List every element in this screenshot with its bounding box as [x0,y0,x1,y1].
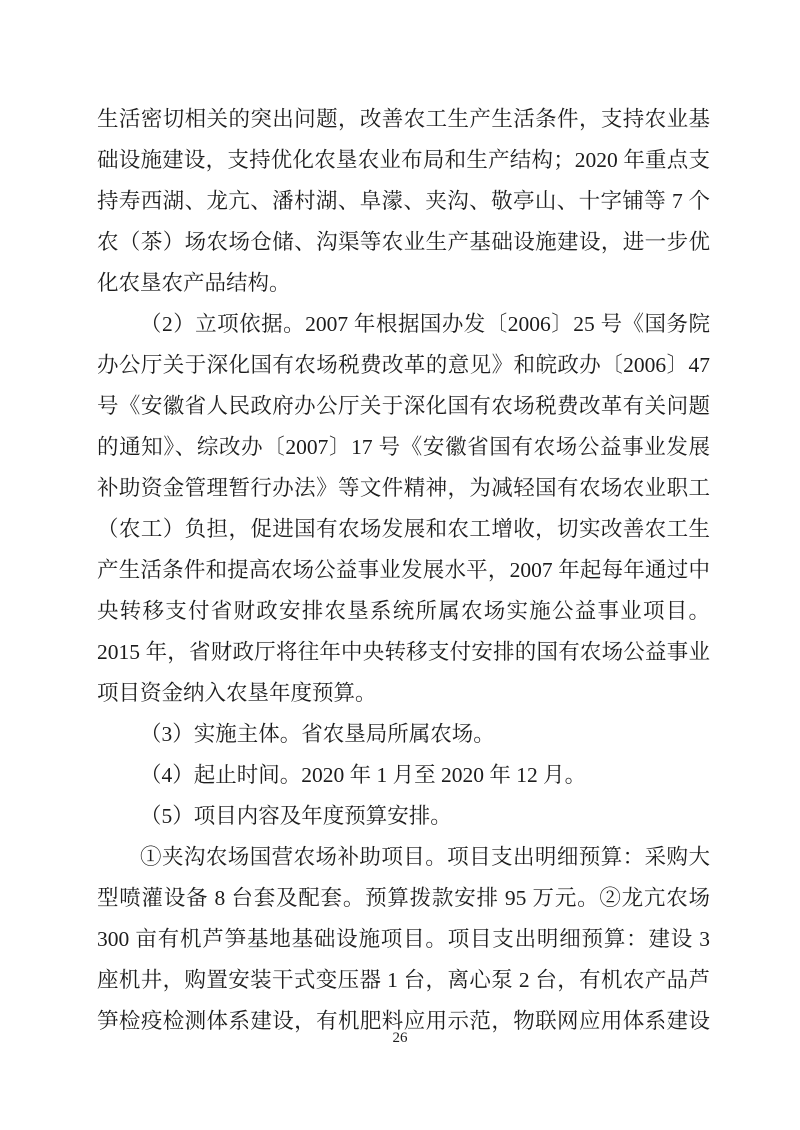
text-line: 300 亩有机芦笋基地基础设施项目。项目支出明细预算：建设 3 [97,927,710,951]
text-line: 型喷灌设备 8 台套及配套。预算拨款安排 95 万元。②龙亢农场 [97,886,710,910]
text-line: 项目资金纳入农垦年度预算。 [97,681,377,705]
text-line: 化农垦农产品结构。 [97,271,291,295]
text-line: 的通知》、综改办〔2007〕17 号《安徽省国有农场公益事业发展 [97,435,710,459]
text-line: 座机井，购置安装干式变压器 1 台，离心泵 2 台，有机农产品芦 [97,968,710,992]
text-line: 补助资金管理暂行办法》等文件精神，为减轻国有农场农业职工 [97,476,710,500]
text-line: 持寿西湖、龙亢、潘村湖、阜濛、夹沟、敬亭山、十字铺等 7 个 [97,189,710,213]
text-line: 生活密切相关的突出问题，改善农工生产生活条件，支持农业基 [97,107,710,131]
text-line: 办公厅关于深化国有农场税费改革的意见》和皖政办〔2006〕47 [97,353,710,377]
text-line: 产生活条件和提高农场公益事业发展水平，2007 年起每年通过中 [97,558,710,582]
text-line: （2）立项依据。2007 年根据国办发〔2006〕25 号《国务院 [140,312,710,336]
text-line: （农工）负担，促进国有农场发展和农工增收，切实改善农工生 [97,517,710,541]
text-line: 央转移支付省财政安排农垦系统所属农场实施公益事业项目。 [97,599,710,623]
text-line: （3）实施主体。省农垦局所属农场。 [140,722,495,746]
page-number: 26 [392,1030,408,1046]
text-line: 础设施建设，支持优化农垦农业布局和生产结构；2020 年重点支 [97,148,710,172]
text-line: （5）项目内容及年度预算安排。 [140,804,452,828]
text-line: 农（茶）场农场仓储、沟渠等农业生产基础设施建设，进一步优 [97,230,710,254]
text-line: ①夹沟农场国营农场补助项目。项目支出明细预算：采购大 [140,845,710,869]
document-body [97,99,710,1042]
text-line: （4）起止时间。2020 年 1 月至 2020 年 12 月。 [140,763,587,787]
text-line: 号《安徽省人民政府办公厅关于深化国有农场税费改革有关问题 [97,394,710,418]
text-line: 2015 年，省财政厅将往年中央转移支付安排的国有农场公益事业 [97,640,710,664]
text-line: 笋检疫检测体系建设，有机肥料应用示范，物联网应用体系建设 [97,1009,710,1033]
